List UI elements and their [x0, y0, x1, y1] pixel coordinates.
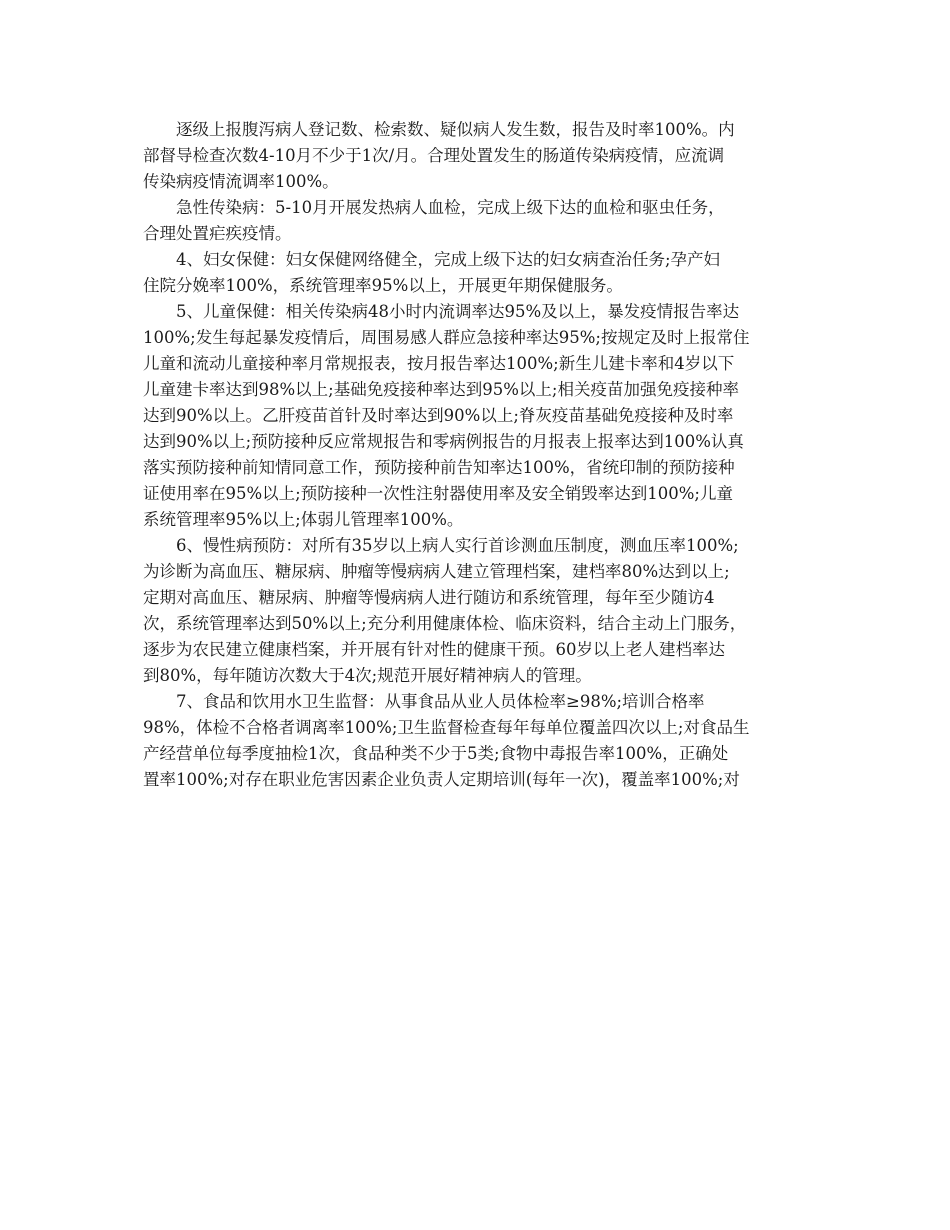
text-line: 达到90%以上。乙肝疫苗首针及时率达到90%以上;脊灰疫苗基础免疫接种及时率	[143, 406, 734, 425]
text-line: 7、食品和饮用水卫生监督：从事食品从业人员体检率≥98%;培训合格率	[143, 692, 705, 711]
text-line: 98%，体检不合格者调离率100%;卫生监督检查每年每单位覆盖四次以上;对食品生	[143, 718, 750, 737]
text-line: 4、妇女保健：妇女保健网络健全，完成上级下达的妇女病查治任务;孕产妇	[143, 250, 721, 269]
paragraph-food-water-supervision	[143, 689, 809, 793]
text-line: 逐级上报腹泻病人登记数、检索数、疑似病人发生数，报告及时率100%。内	[143, 120, 735, 139]
text-line: 住院分娩率100%，系统管理率95%以上，开展更年期保健服务。	[143, 276, 623, 295]
text-line: 为诊断为高血压、糖尿病、肿瘤等慢病病人建立管理档案，建档率80%达到以上;	[143, 562, 730, 581]
text-line: 合理处置疟疾疫情。	[143, 224, 292, 243]
text-line: 急性传染病：5-10月开展发热病人血检，完成上级下达的血检和驱虫任务，	[143, 198, 725, 217]
text-line: 定期对高血压、糖尿病、肿瘤等慢病病人进行随访和系统管理，每年至少随访4	[143, 588, 715, 607]
paragraph-chronic-disease	[143, 533, 809, 689]
document-body	[143, 117, 809, 793]
text-line: 儿童和流动儿童接种率月常规报表，按月报告率达100%;新生儿建卡率和4岁以下	[143, 354, 735, 373]
text-line: 系统管理率95%以上;体弱儿管理率100%。	[143, 510, 464, 529]
text-line: 100%;发生每起暴发疫情后，周围易感人群应急接种率达95%;按规定及时上报常住	[143, 328, 750, 347]
text-line: 到80%，每年随访次数大于4次;规范开展好精神病人的管理。	[143, 666, 592, 685]
paragraph-child-health	[143, 299, 809, 533]
text-line: 产经营单位每季度抽检1次，食品种类不少于5类;食物中毒报告率100%，正确处	[143, 744, 729, 763]
paragraph-intestinal-disease-reporting	[143, 117, 809, 195]
text-line: 部督导检查次数4-10月不少于1次/月。合理处置发生的肠道传染病疫情，应流调	[143, 146, 725, 165]
text-line: 传染病疫情流调率100%。	[143, 172, 339, 191]
text-line: 达到90%以上;预防接种反应常规报告和零病例报告的月报表上报率达到100%认真	[143, 432, 744, 451]
text-line: 逐步为农民建立健康档案，并开展有针对性的健康干预。60岁以上老人建档率达	[143, 640, 725, 659]
paragraph-acute-infectious-disease	[143, 195, 809, 247]
text-line: 证使用率在95%以上;预防接种一次性注射器使用率及安全销毁率达到100%;儿童	[143, 484, 733, 503]
text-line: 置率100%;对存在职业危害因素企业负责人定期培训(每年一次)，覆盖率100%;对	[143, 770, 740, 789]
text-line: 次，系统管理率达到50%以上;充分利用健康体检、临床资料，结合主动上门服务，	[143, 614, 747, 633]
text-line: 落实预防接种前知情同意工作，预防接种前告知率达100%，省统印制的预防接种	[143, 458, 735, 477]
text-line: 6、慢性病预防：对所有35岁以上病人实行首诊测血压制度，测血压率100%;	[143, 536, 739, 555]
paragraph-women-health	[143, 247, 809, 299]
text-line: 5、儿童保健：相关传染病48小时内流调率达95%及以上，暴发疫情报告率达	[143, 302, 740, 321]
text-line: 儿童建卡率达到98%以上;基础免疫接种率达到95%以上;相关疫苗加强免疫接种率	[143, 380, 739, 399]
